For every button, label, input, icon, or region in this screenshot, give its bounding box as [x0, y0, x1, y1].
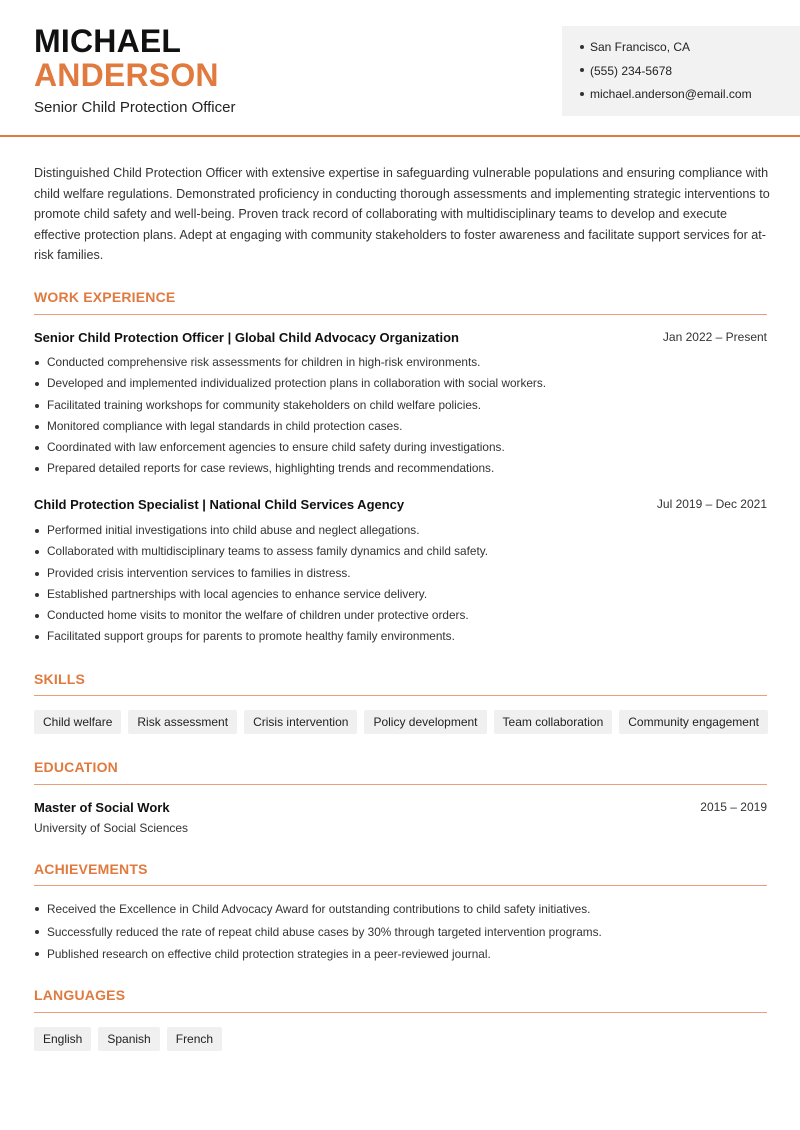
section-title-skills: SKILLS [34, 671, 85, 687]
contact-phone [580, 60, 800, 84]
contact-email [580, 83, 800, 107]
professional-summary: Distinguished Child Protection Officer with extensive expertise in safeguarding vulnerable populations and ensuring compliance with child welfare regulations. Demonstrated proficiency in conducting thorough assessments and implementing strategic interventions to promote child safety and well-being. Proven track record of collaborating with multidisciplinary teams to develop and execute effective protection plans. Adept at engaging with community stakeholders to foster awareness and facilitate support services for at-risk families. [34, 166, 770, 262]
job-role: Child Protection Specialist | National Child Services Agency [34, 497, 405, 512]
job-bullets [34, 520, 767, 648]
language-chip: Spanish [98, 1027, 159, 1051]
contact-box [562, 26, 800, 116]
section-divider [34, 314, 767, 315]
list-item: Collaborated with multidisciplinary teams to assess family dynamics and child safety. [34, 541, 767, 562]
skill-chip: Child welfare [34, 710, 121, 734]
skill-chip: Community engagement [619, 710, 768, 734]
email-text[interactable]: michael.anderson@email.com [590, 87, 752, 101]
job-header [34, 330, 767, 348]
job-role: Senior Child Protection Officer | Global Child Advocacy Organization [34, 330, 459, 345]
list-item: Conducted home visits to monitor the welfare of children under protective orders. [34, 605, 767, 626]
list-item: Received the Excellence in Child Advocacy Award for outstanding contributions to child safety initiatives. [34, 898, 767, 921]
last-name: ANDERSON [34, 57, 219, 93]
list-item: Facilitated training workshops for community stakeholders on child welfare policies. [34, 395, 767, 416]
achievement-list [34, 898, 767, 966]
section-title-achievements: ACHIEVEMENTS [34, 861, 148, 877]
job-title: Senior Child Protection Officer [34, 99, 236, 116]
skills-list [34, 710, 768, 734]
list-item: Monitored compliance with legal standards in child protection cases. [34, 416, 767, 437]
degree: Master of Social Work [34, 800, 170, 815]
location-text: San Francisco, CA [590, 40, 691, 54]
job-dates: Jan 2022 – Present [662, 330, 767, 344]
list-item: Performed initial investigations into child abuse and neglect allegations. [34, 520, 767, 541]
bullet-dot-icon [580, 92, 584, 96]
resume-header [0, 0, 800, 137]
list-item: Developed and implemented individualized protection plans in collaboration with social workers. [34, 373, 767, 394]
skill-chip: Risk assessment [128, 710, 237, 734]
list-item: Provided crisis intervention services to families in distress. [34, 563, 767, 584]
list-item: Facilitated support groups for parents to promote healthy family environments. [34, 626, 767, 647]
bullet-dot-icon [580, 45, 584, 49]
job-bullets [34, 352, 767, 480]
phone-text[interactable]: (555) 234-5678 [590, 63, 673, 78]
job-header [34, 497, 767, 515]
skill-chip: Team collaboration [494, 710, 613, 734]
list-item: Prepared detailed reports for case reviews, highlighting trends and recommendations. [34, 458, 767, 479]
list-item: Established partnerships with local agencies to enhance service delivery. [34, 584, 767, 605]
section-title-education: EDUCATION [34, 759, 118, 775]
contact-location [580, 36, 800, 60]
section-title-work-experience: WORK EXPERIENCE [34, 289, 176, 305]
school-name: University of Social Sciences [34, 821, 189, 835]
section-divider [34, 784, 767, 785]
skill-chip: Policy development [364, 710, 486, 734]
list-item: Conducted comprehensive risk assessments for children in high-risk environments. [34, 352, 767, 373]
list-item: Successfully reduced the rate of repeat child abuse cases by 30% through targeted intervention programs. [34, 921, 767, 944]
job-dates: Jul 2019 – Dec 2021 [656, 497, 767, 511]
list-item: Published research on effective child protection strategies in a peer-reviewed journal. [34, 943, 767, 966]
first-name: MICHAEL [34, 23, 182, 59]
skill-chip: Crisis intervention [244, 710, 357, 734]
list-item: Coordinated with law enforcement agencies to ensure child safety during investigations. [34, 437, 767, 458]
bullet-dot-icon [580, 68, 584, 72]
section-divider [34, 695, 767, 696]
section-title-languages: LANGUAGES [34, 987, 126, 1003]
language-chip: French [167, 1027, 222, 1051]
language-chip: English [34, 1027, 91, 1051]
education-years: 2015 – 2019 [700, 800, 767, 814]
section-divider [34, 885, 767, 886]
section-divider [34, 1012, 767, 1013]
languages-list [34, 1027, 222, 1051]
